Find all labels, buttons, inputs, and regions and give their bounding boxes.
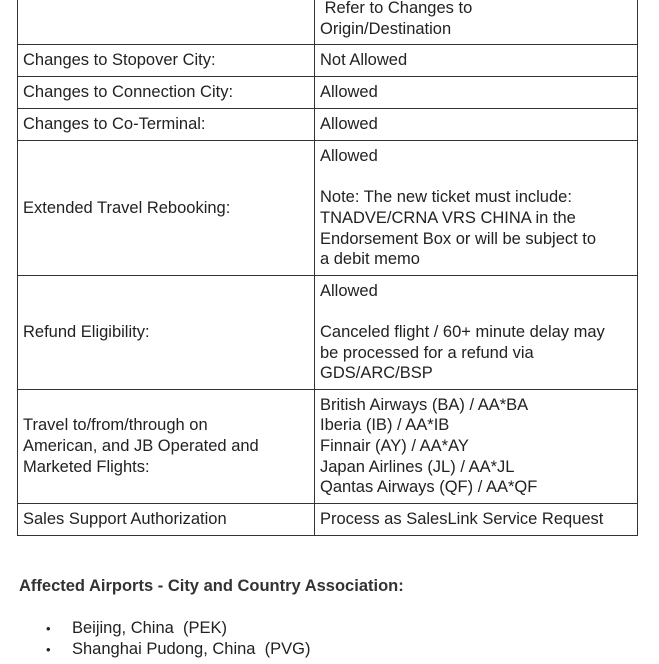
value-line: Finnair (AY) / AA*AY xyxy=(320,436,469,455)
row-label: Extended Travel Rebooking: xyxy=(18,141,315,276)
table-row xyxy=(18,503,638,535)
table-row xyxy=(18,141,638,276)
airport-label: Beijing, China (PEK) xyxy=(72,619,227,637)
row-value xyxy=(315,77,638,109)
value-line: Allowed xyxy=(320,83,378,102)
row-value xyxy=(315,0,638,45)
value-line: Japan Airlines (JL) / AA*JL xyxy=(320,457,515,476)
row-label: Changes to Co-Terminal: xyxy=(18,109,315,141)
table-row xyxy=(18,275,638,389)
value-line: Note: The new ticket must include: xyxy=(320,188,572,207)
value-line: Canceled flight / 60+ minute delay may xyxy=(320,322,605,341)
value-line: Endorsement Box or will be subject to xyxy=(320,229,597,248)
affected-airports-list xyxy=(46,618,311,660)
airport-label: Shanghai Pudong, China (PVG) xyxy=(72,640,311,658)
value-spacer xyxy=(320,301,632,322)
row-value xyxy=(315,503,638,535)
row-label xyxy=(18,0,315,45)
table-row xyxy=(18,77,638,109)
policy-table xyxy=(17,0,638,536)
row-label: Changes to Stopover City: xyxy=(18,45,315,77)
value-line: a debit memo xyxy=(320,250,420,269)
value-line: TNADVE/CRNA VRS CHINA in the xyxy=(320,208,576,227)
row-value xyxy=(315,389,638,503)
row-value xyxy=(315,141,638,276)
row-label xyxy=(18,389,315,503)
value-line: Origin/Destination xyxy=(320,19,452,38)
label-line: Travel to/from/through on xyxy=(23,416,208,435)
value-line: Allowed xyxy=(320,147,378,166)
value-line: GDS/ARC/BSP xyxy=(320,364,433,383)
table-row xyxy=(18,45,638,77)
value-line: Process as SalesLink Service Request xyxy=(320,509,604,528)
row-label: Changes to Connection City: xyxy=(18,77,315,109)
row-value xyxy=(315,109,638,141)
table-row xyxy=(18,109,638,141)
value-line: Allowed xyxy=(320,281,378,300)
value-line: Refer to Changes to xyxy=(320,0,473,17)
label-line: Marketed Flights: xyxy=(23,457,150,476)
bullet-icon: • xyxy=(46,621,51,636)
list-item xyxy=(46,618,311,639)
value-line: Not Allowed xyxy=(320,51,408,70)
value-line: Allowed xyxy=(320,115,378,134)
value-line: Iberia (IB) / AA*IB xyxy=(320,416,450,435)
row-value xyxy=(315,45,638,77)
row-label: Sales Support Authorization xyxy=(18,503,315,535)
row-value xyxy=(315,275,638,389)
value-line: British Airways (BA) / AA*BA xyxy=(320,395,529,414)
value-line: be processed for a refund via xyxy=(320,343,534,362)
value-line: Qantas Airways (QF) / AA*QF xyxy=(320,478,538,497)
bullet-icon: • xyxy=(46,642,51,657)
label-line: American, and JB Operated and xyxy=(23,436,259,455)
value-spacer xyxy=(320,167,632,188)
list-item xyxy=(46,639,311,660)
table-row xyxy=(18,389,638,503)
row-label: Refund Eligibility: xyxy=(18,275,315,389)
affected-airports-heading: Affected Airports - City and Country Association: xyxy=(19,577,404,595)
table-row xyxy=(18,0,638,45)
